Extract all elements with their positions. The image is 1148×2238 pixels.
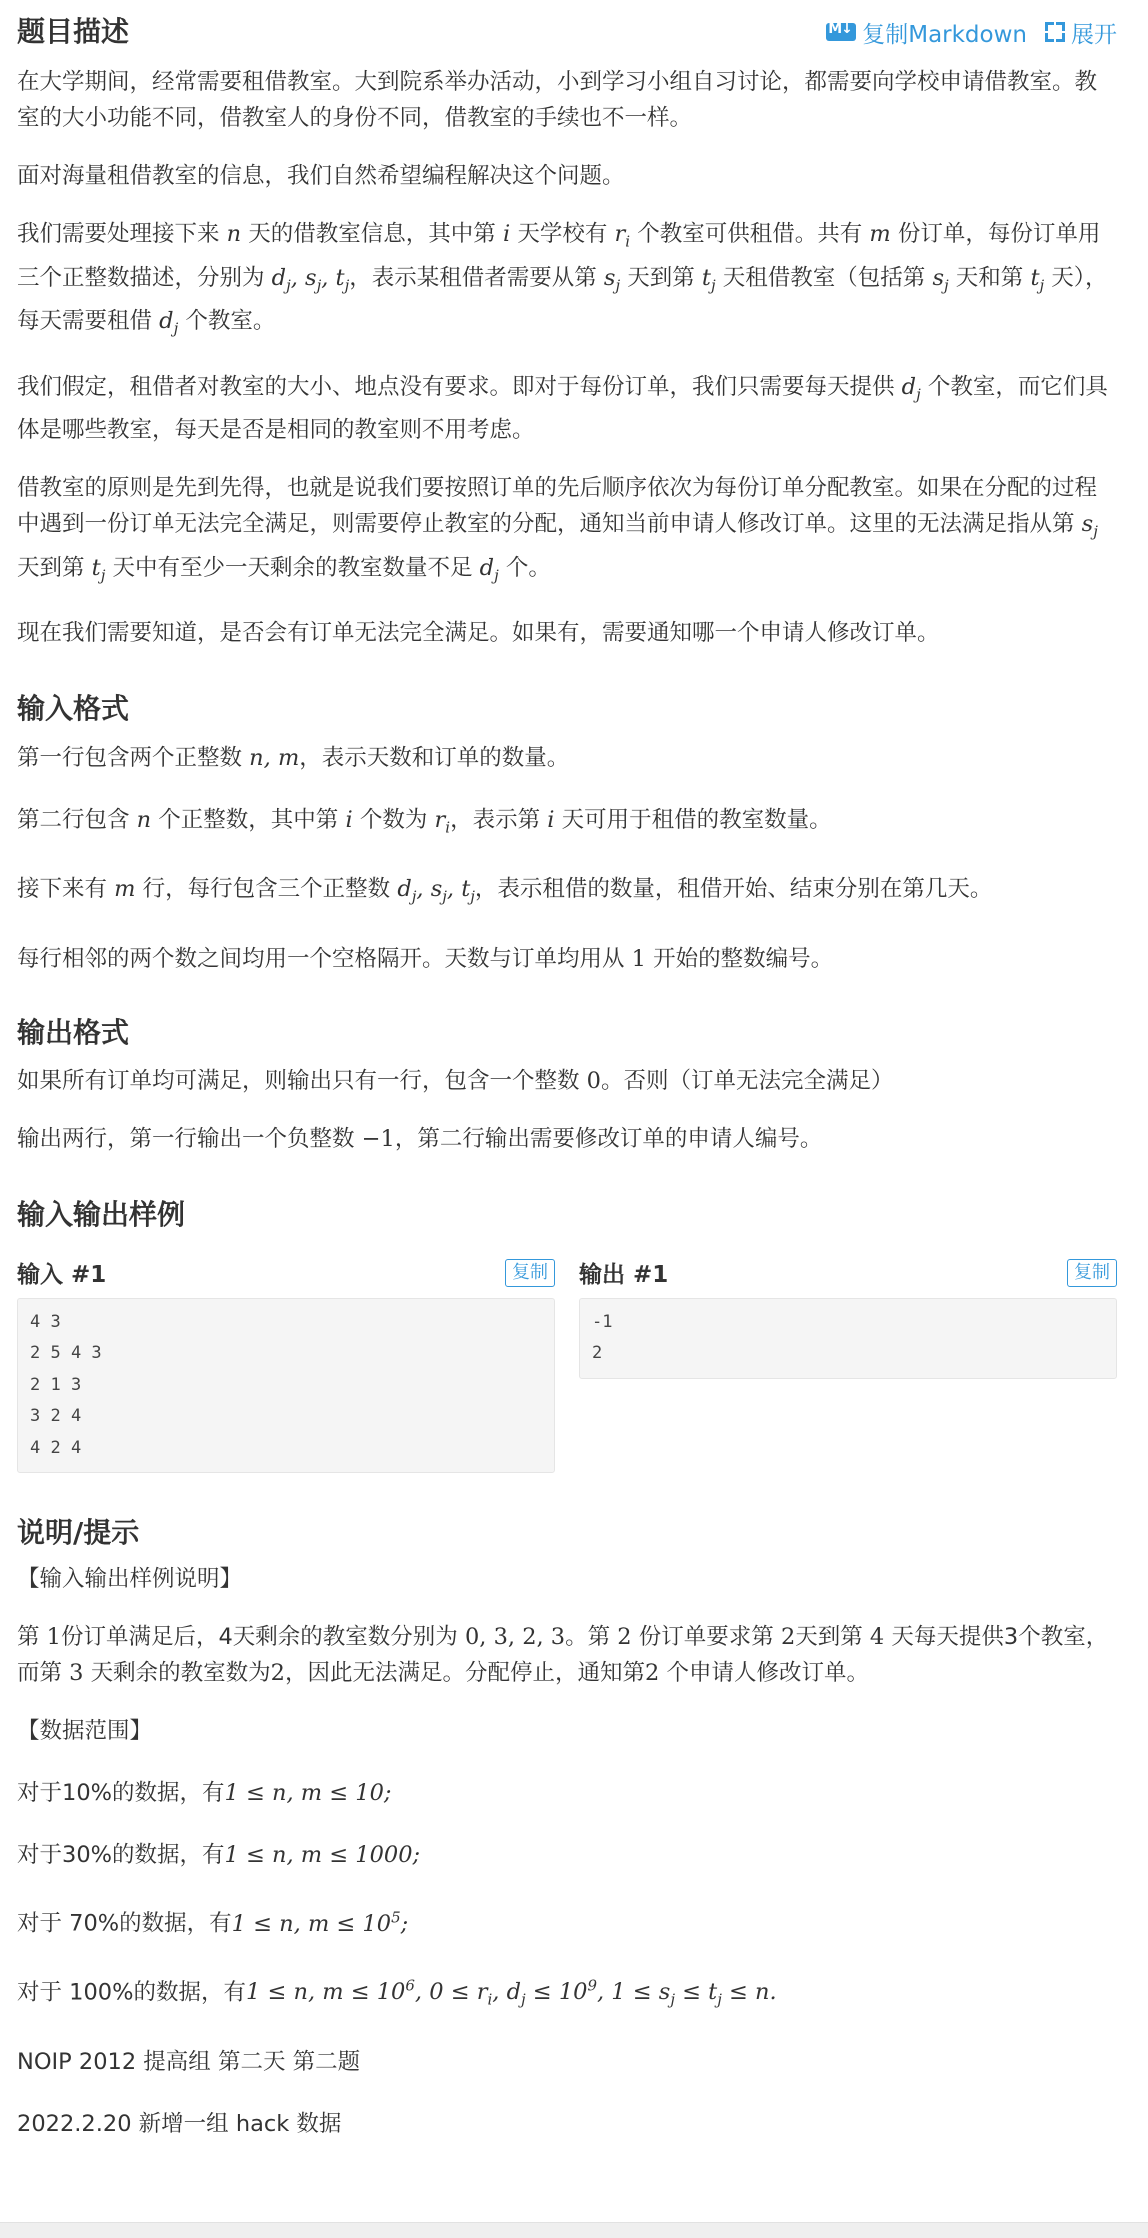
description-header	[17, 14, 1117, 50]
description-paragraph-4: 我们假定，租借者对教室的大小、地点没有要求。即对于每份订单，我们只需要每天提供 $d_j$ 个教室，而它们具体是哪些教室，每天是否是相同的教室则不用考虑。	[17, 373, 1108, 444]
input-line-4: 每行相邻的两个数之间均用一个空格隔开。天数与订单均用从 1 开始的整数编号。	[17, 945, 834, 972]
description-paragraph-3: 我们需要处理接下来 n 天的借教室信息，其中第 i 天学校有 $r_i$ 个教室可供租借。共有 m 份订单，每份订单用三个正整数描述，分别为 $d_j$, $s_j$, $t_j$，表示某租借者需要从第 $s_j$ 天到第 $t_j$ 天租借教室（包括第 $s_j$ 天和第 $t_j$ 天），每天需要租借 $d_j$ 个教室。	[17, 221, 1108, 338]
hint-sample-explain: 第 1份订单满足后，4天剩余的教室数分别为 0, 3, 2, 3。第 2 份订单要求第 2天到第 4 天每天提供3个教室，而第 3 天剩余的教室数为2，因此无法满足。分配停止，通知第2 个申请人修改订单。	[17, 1624, 1109, 1687]
samples-row	[17, 1254, 1117, 1474]
description-paragraph-1: 在大学期间，经常需要租借教室。大到院系举办活动，小到学习小组自习讨论，都需要向学校申请借教室。教室的大小功能不同，借教室人的身份不同，借教室的手续也不一样。	[17, 69, 1098, 132]
expand-button[interactable]	[1045, 16, 1117, 49]
sample-output-title: 输出 #1	[579, 1262, 669, 1289]
problem-content	[17, 0, 1117, 2142]
data-range-70: 对于 70%的数据，有1 ≤ n, $m \le 10^5$;	[17, 1908, 409, 1937]
sample-output-header	[579, 1254, 1117, 1292]
sample-output	[579, 1254, 1117, 1474]
samples-heading: 输入输出样例	[17, 1198, 186, 1232]
markdown-icon	[826, 23, 856, 41]
input-format-heading: 输入格式	[17, 692, 130, 726]
expand-label: 展开	[1071, 21, 1117, 48]
sample-input-code[interactable]: 4 3 2 5 4 3 2 1 3 3 2 4 4 2 4	[17, 1298, 555, 1474]
description-paragraph-6: 现在我们需要知道，是否会有订单无法完全满足。如果有，需要通知哪一个申请人修改订单。	[17, 620, 940, 647]
hack-note: 2022.2.20 新增一组 hack 数据	[17, 2110, 342, 2137]
output-format-heading: 输出格式	[17, 1015, 130, 1049]
problem-source: NOIP 2012 提高组 第二天 第二题	[17, 2048, 361, 2075]
hint-sample-explain-title: 【输入输出样例说明】	[17, 1566, 243, 1593]
data-range-10: 对于10%的数据，有1 ≤ n, m ≤ 10;	[17, 1780, 392, 1807]
output-line-1: 如果所有订单均可满足，则输出只有一行，包含一个整数 0。否则（订单无法完全满足）	[17, 1068, 894, 1095]
sample-output-code[interactable]: -1 2	[579, 1298, 1117, 1379]
data-range-100: 对于 100%的数据，有1 ≤ n, $m \le 10^6$, $0 \le r_i$, $d_j \le 10^9$, $1 \le s_j \le t_j \le n$.	[17, 1976, 777, 2009]
sample-input	[17, 1254, 555, 1474]
copy-markdown-label: 复制Markdown	[862, 21, 1027, 48]
copy-output-button[interactable]: 复制	[1067, 1259, 1117, 1287]
sample-input-title: 输入 #1	[17, 1262, 107, 1289]
copy-markdown-button[interactable]	[826, 16, 1027, 49]
description-paragraph-5: 借教室的原则是先到先得，也就是说我们要按照订单的先后顺序依次为每份订单分配教室。如果在分配的过程中遇到一份订单无法完全满足，则需要停止教室的分配，通知当前申请人修改订单。这里的无法满足指从第 $s_j$ 天到第 $t_j$ 天中有至少一天剩余的教室数量不足 $d_j$ 个。	[17, 475, 1098, 585]
page-bottom-bar	[0, 2222, 1148, 2238]
input-line-3: 接下来有 m 行，每行包含三个正整数 $d_j$, $s_j$, $t_j$，表示租借的数量，租借开始、结束分别在第几天。	[17, 876, 993, 906]
output-line-2: 输出两行，第一行输出一个负整数 −1，第二行输出需要修改订单的申请人编号。	[17, 1126, 823, 1153]
input-line-2: 第二行包含 n 个正整数，其中第 i 个数为 $r_i$，表示第 i 天可用于租借的教室数量。	[17, 806, 832, 837]
description-heading: 题目描述	[17, 15, 130, 48]
data-range-30: 对于30%的数据，有1 ≤ n, m ≤ 1000;	[17, 1842, 421, 1869]
description-paragraph-2: 面对海量租借教室的信息，我们自然希望编程解决这个问题。	[17, 163, 625, 190]
sample-input-header	[17, 1254, 555, 1292]
header-actions	[826, 16, 1117, 49]
expand-icon	[1045, 22, 1065, 42]
input-line-1: 第一行包含两个正整数 n, m，表示天数和订单的数量。	[17, 744, 570, 771]
data-range-title: 【数据范围】	[17, 1718, 153, 1745]
copy-input-button[interactable]: 复制	[505, 1259, 555, 1287]
hint-heading: 说明/提示	[17, 1516, 140, 1550]
